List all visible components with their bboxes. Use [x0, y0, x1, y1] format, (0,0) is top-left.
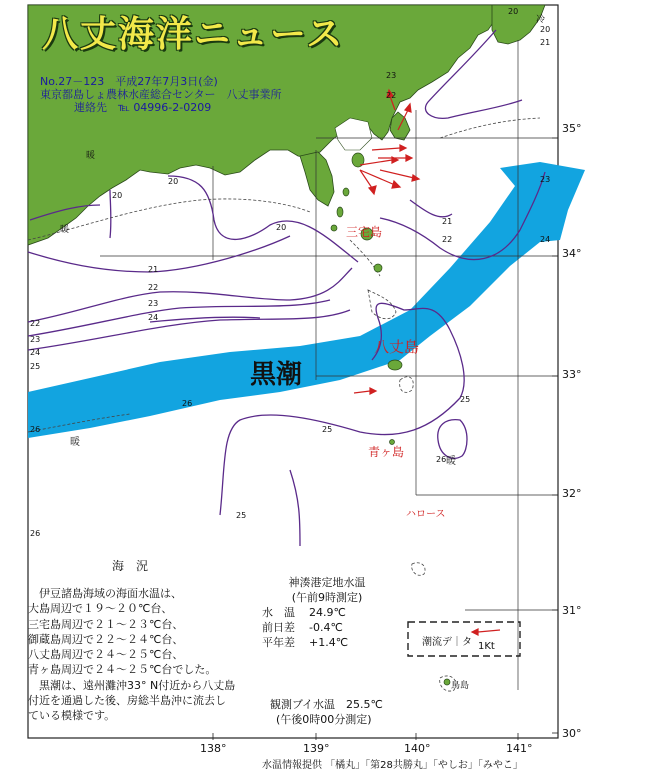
svg-text:23: 23 — [386, 71, 397, 80]
issue-line: No.27－123 平成27年7月3日(金) — [40, 75, 218, 88]
island-hachijo — [388, 360, 402, 370]
org-line: 東京都島しょ農林水産総合センター 八丈事業所 — [40, 88, 282, 101]
report-line: 伊豆諸島海域の海面水温は、 — [28, 587, 182, 600]
svg-text:22: 22 — [386, 91, 397, 100]
svg-text:22: 22 — [30, 319, 41, 328]
kuroshio-label: 黒潮 — [250, 360, 303, 390]
svg-text:25: 25 — [322, 425, 333, 434]
report-line: 大島周辺で１９～２０℃台、 — [28, 602, 173, 616]
current-data-label: 潮流デ｜タ — [422, 637, 472, 648]
lat-35: 35° — [562, 122, 582, 135]
lat-30: 30° — [562, 727, 582, 740]
lat-31: 31° — [562, 604, 582, 617]
svg-text:26: 26 — [182, 399, 193, 408]
svg-text:24: 24 — [540, 235, 551, 244]
port-temp-time: (午前9時測定) — [291, 591, 363, 604]
header-info — [40, 75, 282, 114]
svg-text:25: 25 — [460, 395, 471, 404]
torishima-label: 鳥島 — [451, 681, 470, 691]
port-temp-value: +1.4℃ — [309, 636, 349, 649]
harose-label: ハロース — [406, 509, 446, 520]
svg-text:25: 25 — [30, 362, 41, 371]
page-title: 八丈海洋ニュース — [42, 14, 345, 55]
warm-label-4: 暖 — [60, 225, 70, 235]
svg-text:22: 22 — [148, 283, 159, 292]
svg-text:26: 26 — [30, 425, 41, 434]
svg-text:23: 23 — [148, 299, 159, 308]
report-heading: 海 況 — [112, 559, 149, 573]
report-line: 青ヶ島周辺で２４～２５℃台でした。 — [28, 663, 217, 677]
report-line: 御蔵島周辺で２２～２４℃台、 — [28, 632, 184, 646]
svg-text:20: 20 — [168, 177, 179, 186]
warm-label-3: 暖 — [86, 151, 96, 161]
port-temp-label: 平年差 — [262, 636, 295, 649]
island-aogashima — [390, 440, 395, 445]
port-temp-panel — [262, 575, 392, 650]
lat-32: 32° — [562, 487, 582, 500]
lon-141: 141° — [506, 742, 533, 755]
warm-label-2: 暖 — [70, 437, 80, 448]
island-toshima — [343, 188, 349, 196]
buoy-temp: 観測ブイ水温 25.5℃ — [270, 698, 383, 711]
lat-33: 33° — [562, 368, 582, 381]
svg-text:22: 22 — [442, 235, 453, 244]
svg-text:20: 20 — [540, 25, 551, 34]
footer-credit: 水温情報提供 「橘丸」「第28共勝丸」「やしお」「みやこ」 — [262, 760, 523, 771]
svg-text:24: 24 — [148, 313, 159, 322]
buoy-time: (午後0時00分測定) — [276, 713, 372, 726]
port-temp-title: 神湊港定地水温 — [288, 576, 366, 589]
svg-text:25: 25 — [236, 511, 247, 520]
land-izu-peninsula — [300, 152, 334, 206]
report-line: 付近を通過した後、房総半島沖に流去し — [28, 694, 226, 708]
lon-140: 140° — [404, 742, 431, 755]
lon-labels — [200, 742, 533, 755]
sea-report — [28, 586, 260, 724]
aogashima-label: 青ヶ島 — [368, 445, 405, 459]
svg-text:26: 26 — [30, 529, 41, 538]
warm-label-1: 暖 — [446, 456, 456, 467]
cold-label: 冷 — [536, 15, 546, 25]
island-kozushima — [331, 225, 337, 231]
svg-text:26: 26 — [436, 455, 447, 464]
port-temp-row — [262, 620, 392, 635]
buoy-panel — [270, 697, 383, 727]
port-temp-row — [262, 605, 392, 620]
svg-text:21: 21 — [442, 217, 453, 226]
current-scale-label: 1Kt — [478, 641, 495, 652]
report-line: 黒潮は、遠州灘沖33° N付近から八丈島 — [28, 678, 236, 692]
svg-text:20: 20 — [508, 7, 519, 16]
report-line: 八丈島周辺で２４～２５℃台、 — [28, 648, 184, 662]
kuroshio-current — [28, 162, 585, 438]
svg-text:24: 24 — [30, 348, 41, 357]
island-niijima — [337, 207, 343, 217]
port-temp-row — [262, 635, 392, 650]
island-mikura — [374, 264, 382, 272]
miyakejima-label: 三宅島 — [346, 225, 383, 239]
port-temp-label: 水 温 — [262, 606, 295, 619]
svg-text:21: 21 — [540, 38, 551, 47]
lon-139: 139° — [303, 742, 330, 755]
lat-34: 34° — [562, 247, 582, 260]
svg-text:21: 21 — [148, 265, 159, 274]
svg-text:23: 23 — [540, 175, 551, 184]
hachijojima-label: 八丈島 — [374, 338, 420, 356]
port-temp-label: 前日差 — [262, 621, 295, 634]
lon-138: 138° — [200, 742, 227, 755]
svg-text:20: 20 — [112, 191, 123, 200]
report-line: ている模様です。 — [28, 709, 116, 723]
svg-text:23: 23 — [30, 335, 41, 344]
report-line: 三宅島周辺で２１～２３℃台、 — [28, 617, 184, 631]
port-temp-value: -0.4℃ — [309, 621, 343, 634]
port-temp-value: 24.9℃ — [309, 606, 346, 619]
contact-line: 連絡先 ℡ 04996-2-0209 — [74, 101, 212, 114]
island-torishima — [444, 679, 450, 685]
svg-text:20: 20 — [276, 223, 287, 232]
